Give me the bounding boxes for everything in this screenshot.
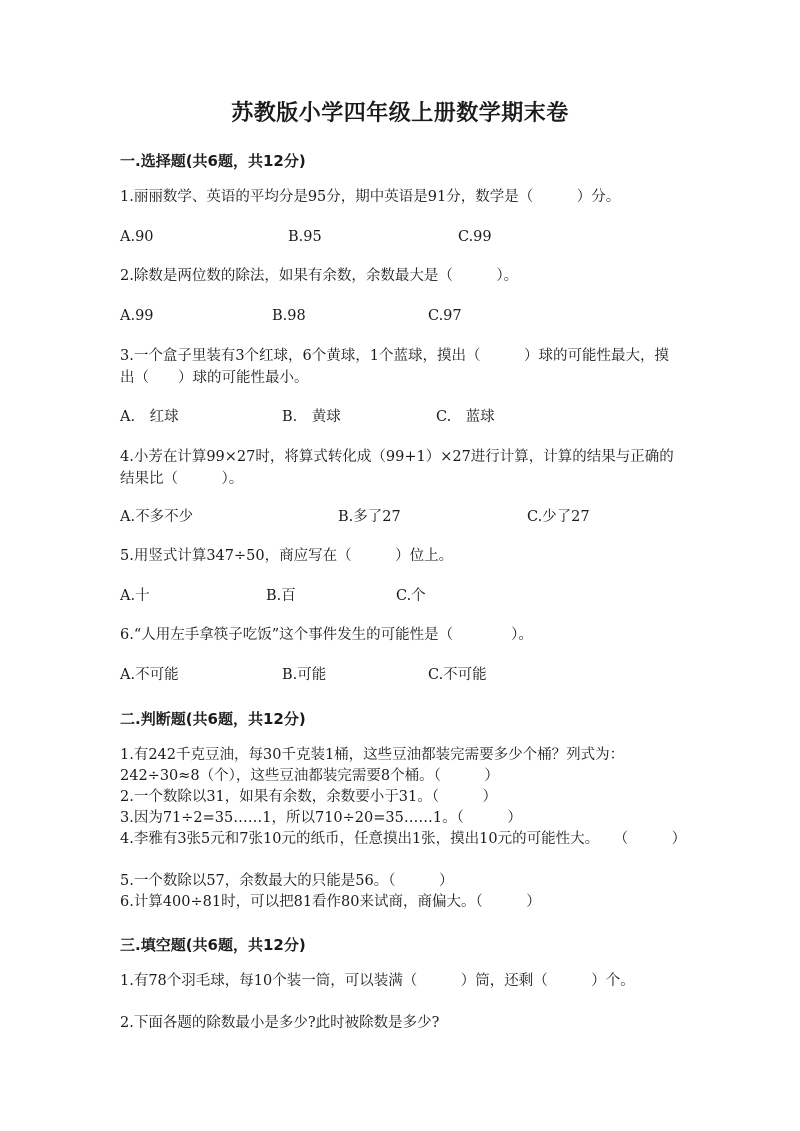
question-text: 5.用竖式计算347÷50，商应写在（ ）位上。 — [120, 548, 454, 564]
option-b: B. 黄球 — [282, 409, 341, 425]
option-b: B.95 — [288, 229, 322, 245]
section-heading-judgement: 二.判断题(共6题，共12分) — [120, 710, 306, 728]
fill-in-item: 2.下面各题的除数最小是多少?此时被除数是多少? — [120, 1015, 440, 1031]
question-text: 1.丽丽数学、英语的平均分是95分，期中英语是91分，数学是（ ）分。 — [120, 189, 621, 205]
option-b: B.百 — [266, 588, 296, 604]
section-heading-choice: 一.选择题(共6题，共12分) — [120, 152, 306, 170]
option-b: B.98 — [272, 308, 306, 324]
judgement-item: 1.有242千克豆油，每30千克装1桶，这些豆油都装完需要多少个桶？列式为：242÷30≈8（个），这些豆油都装完需要8个桶。（ ） — [120, 747, 625, 784]
option-a: A.不可能 — [120, 667, 179, 683]
option-a: A. 红球 — [120, 409, 179, 425]
question-text: 2.除数是两位数的除法，如果有余数，余数最大是（ ）。 — [120, 268, 519, 284]
option-c: C. 蓝球 — [436, 409, 495, 425]
question-text: 6.“人用左手拿筷子吃饭”这个事件发生的可能性是（ ）。 — [120, 627, 533, 643]
option-c: C.个 — [396, 588, 426, 604]
option-a: A.十 — [120, 588, 150, 604]
page-title: 苏教版小学四年级上册数学期末卷 — [231, 101, 569, 126]
question-text: 3.一个盒子里装有3个红球，6个黄球，1个蓝球，摸出（ ）球的可能性最大，摸出（ ）球的可能性最小。 — [120, 348, 670, 386]
judgement-item: 4.李雅有3张5元和7张10元的纸币，任意摸出1张，摸出10元的可能性大。 （ ） — [120, 831, 687, 847]
judgement-item: 6.计算400÷81时，可以把81看作80来试商，商偏大。（ ） — [120, 894, 541, 910]
judgement-item: 2.一个数除以31，如果有余数，余数要小于31。（ ） — [120, 789, 497, 805]
option-a: A.90 — [120, 229, 154, 245]
option-b: B.多了27 — [338, 509, 401, 525]
option-c: C.97 — [428, 308, 462, 324]
fill-in-item: 1.有78个羽毛球，每10个装一筒，可以装满（ ）筒，还剩（ ）个。 — [120, 973, 635, 989]
option-c: C.少了27 — [527, 509, 590, 525]
judgement-item: 3.因为71÷2=35……1，所以710÷20=35……1。（ ） — [120, 810, 522, 826]
option-a: A.不多不少 — [120, 509, 194, 525]
option-a: A.99 — [120, 308, 154, 324]
judgement-item: 5.一个数除以57，余数最大的只能是56。（ ） — [120, 873, 454, 889]
option-c: C.不可能 — [428, 667, 487, 683]
option-c: C.99 — [458, 229, 492, 245]
question-text: 4.小芳在计算99×27时，将算式转化成（99+1）×27进行计算，计算的结果与正确的结果比（ ）。 — [120, 449, 674, 487]
option-b: B.可能 — [282, 667, 327, 683]
section-heading-fill-in: 三.填空题(共6题，共12分) — [120, 936, 306, 954]
